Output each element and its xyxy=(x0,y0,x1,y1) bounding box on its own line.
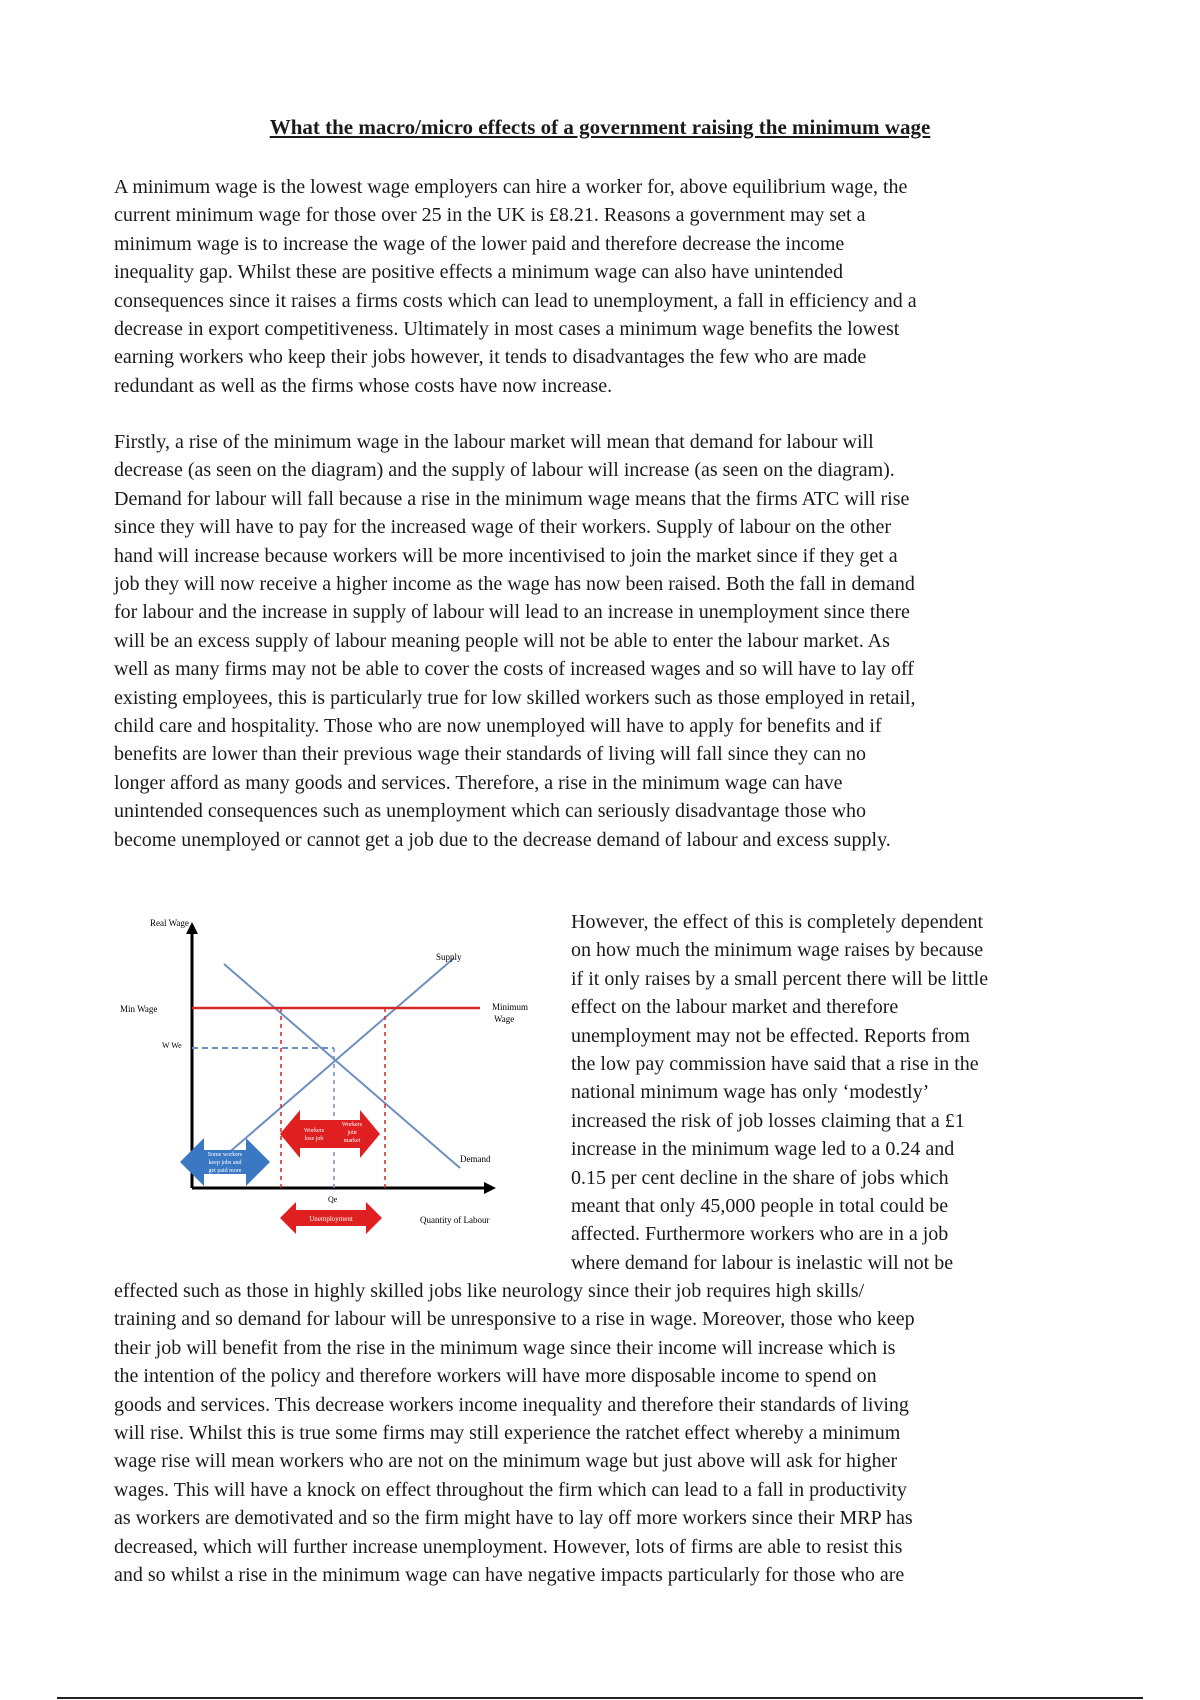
text-line: decrease in export competitiveness. Ultimately in most cases a minimum wage benefits the lowest xyxy=(114,318,900,341)
text-line: as workers are demotivated and so the firm might have to lay off more workers since their MRP has xyxy=(114,1507,913,1530)
text-line: Firstly, a rise of the minimum wage in the labour market will mean that demand for labour will xyxy=(114,431,874,453)
text-line: effect on the labour market and therefore xyxy=(571,996,899,1019)
text-line: the low pay commission have said that a rise in the xyxy=(571,1053,979,1076)
text-line: wage rise will mean workers who are not on the minimum wage but just above will ask for higher xyxy=(114,1450,898,1473)
text-line: goods and services. This decrease workers income inequality and therefore their standards of living xyxy=(114,1393,909,1416)
demand-label: Demand xyxy=(460,1154,491,1164)
red-arrow-left-text-2: lose job xyxy=(304,1136,324,1142)
text-line: the intention of the policy and therefore workers will have more disposable income to spend on xyxy=(114,1365,877,1388)
text-line: benefits are lower than their previous wage their standards of living will fall since they can no xyxy=(114,743,866,766)
text-line: will rise. Whilst this is true some firms may still experience the ratchet effect whereby a minimum xyxy=(114,1422,901,1445)
blue-arrow-text-3: get paid more xyxy=(208,1168,242,1174)
footer-rule xyxy=(57,1697,1143,1699)
red-double-arrow xyxy=(280,1110,380,1158)
min-wage-right-label-1: Minimum xyxy=(492,1002,529,1012)
min-wage-right-label-2: Wage xyxy=(494,1014,515,1024)
text-line: Demand for labour will fall because a rise in the minimum wage means that the firms ATC will rise xyxy=(114,487,910,510)
red-arrow-right-text-3: market xyxy=(343,1138,361,1144)
text-line: wages. This will have a knock on effect throughout the firm which can lead to a fall in productivity xyxy=(114,1478,907,1501)
text-line: unemployment may not be effected. Reports from xyxy=(571,1024,970,1047)
text-line: and so whilst a rise in the minimum wage can have negative impacts particularly for those who are xyxy=(114,1564,905,1587)
paragraph-labour-market xyxy=(114,428,1086,854)
red-arrow-right-text-2: join xyxy=(347,1130,357,1136)
text-line: affected. Furthermore workers who are in a job xyxy=(571,1223,949,1246)
text-line: earning workers who keep their jobs however, it tends to disadvantages the few who are made xyxy=(114,346,867,369)
red-arrow-left-text-1: Workers xyxy=(303,1128,325,1134)
text-line: on how much the minimum wage raises by because xyxy=(571,939,984,962)
text-line: well as many firms may not be able to cover the costs of increased wages and so will have to lay off xyxy=(114,658,914,681)
text-line: hand will increase because workers will be more incentivised to join the market since if they get a xyxy=(114,544,898,567)
text-line: become unemployed or cannot get a job due to the decrease demand of labour and excess supply. xyxy=(114,828,891,851)
text-line: job they will now receive a higher income as the wage has now been raised. Both the fall in demand xyxy=(114,573,915,596)
equilibrium-wage-label: W We xyxy=(162,1041,182,1050)
text-line: existing employees, this is particularly true for low skilled workers such as those employed in retail, xyxy=(114,686,916,709)
labour-market-diagram xyxy=(120,900,540,1240)
x-axis-arrowhead xyxy=(484,1182,496,1194)
paragraph-dependence xyxy=(571,908,1091,1277)
text-line: if it only raises by a small percent there will be little xyxy=(571,967,989,990)
text-line: longer afford as many goods and services. Therefore, a rise in the minimum wage can have xyxy=(114,771,843,794)
text-line: will be an excess supply of labour meaning people will not be able to enter the labour market. As xyxy=(114,629,890,652)
text-line: child care and hospitality. Those who are now unemployed will have to apply for benefits and if xyxy=(114,715,882,738)
blue-arrow-text-1: Some workers xyxy=(207,1152,243,1158)
page-title: What the macro/micro effects of a government raising the minimum wage xyxy=(269,115,931,139)
text-line: effected such as those in highly skilled jobs like neurology since their job requires high skills/ xyxy=(114,1280,865,1302)
text-line: where demand for labour is inelastic will not be xyxy=(571,1251,954,1274)
text-line: current minimum wage for those over 25 in the UK is £8.21. Reasons a government may set a xyxy=(114,204,866,227)
paragraph-continuation xyxy=(114,1277,1086,1589)
text-line: 0.15 per cent decline in the share of jobs which xyxy=(571,1166,949,1189)
text-line: minimum wage is to increase the wage of the lower paid and therefore decrease the income xyxy=(114,232,845,255)
text-line: redundant as well as the firms whose costs have now increase. xyxy=(114,374,613,397)
supply-label: Supply xyxy=(436,952,462,962)
text-line: consequences since it raises a firms costs which can lead to unemployment, a fall in efficiency and a xyxy=(114,289,917,312)
text-line: for labour and the increase in supply of labour will lead to an increase in unemployment since there xyxy=(114,601,910,624)
min-wage-left-label: Min Wage xyxy=(120,1004,158,1014)
text-line: national minimum wage has only ‘modestly’ xyxy=(571,1081,930,1104)
text-line: increase in the minimum wage led to a 0.24 and xyxy=(571,1138,955,1161)
text-line: inequality gap. Whilst these are positive effects a minimum wage can also have unintended xyxy=(114,261,844,284)
equilibrium-quantity-label: Qe xyxy=(328,1195,338,1204)
text-line: However, the effect of this is completely dependent xyxy=(571,911,984,933)
y-axis-label: Real Wage xyxy=(150,918,189,928)
text-line: their job will benefit from the rise in the minimum wage since their income will increase which is xyxy=(114,1336,896,1359)
text-line: meant that only 45,000 people in total could be xyxy=(571,1195,949,1218)
unemployment-arrow-text: Unemployment xyxy=(309,1215,353,1223)
text-line: decrease (as seen on the diagram) and the supply of labour will increase (as seen on the diagram). xyxy=(114,459,895,482)
text-line: A minimum wage is the lowest wage employers can hire a worker for, above equilibrium wage, the xyxy=(114,176,908,198)
paragraph-intro xyxy=(114,173,1086,400)
text-line: unintended consequences such as unemployment which can seriously disadvantage those who xyxy=(114,800,867,823)
x-axis-label: Quantity of Labour xyxy=(420,1215,490,1225)
text-line: increased the risk of job losses claiming that a £1 xyxy=(571,1109,965,1132)
diagram-svg xyxy=(120,900,540,1240)
text-line: training and so demand for labour will be unresponsive to a rise in wage. Moreover, those who keep xyxy=(114,1308,915,1331)
text-line: since they will have to pay for the increased wage of their workers. Supply of labour on the other xyxy=(114,516,891,539)
blue-arrow-text-2: keep jobs and xyxy=(208,1160,242,1166)
red-arrow-right-text-1: Workers xyxy=(341,1122,363,1128)
text-line: decreased, which will further increase unemployment. However, lots of firms are able to resist this xyxy=(114,1535,903,1558)
